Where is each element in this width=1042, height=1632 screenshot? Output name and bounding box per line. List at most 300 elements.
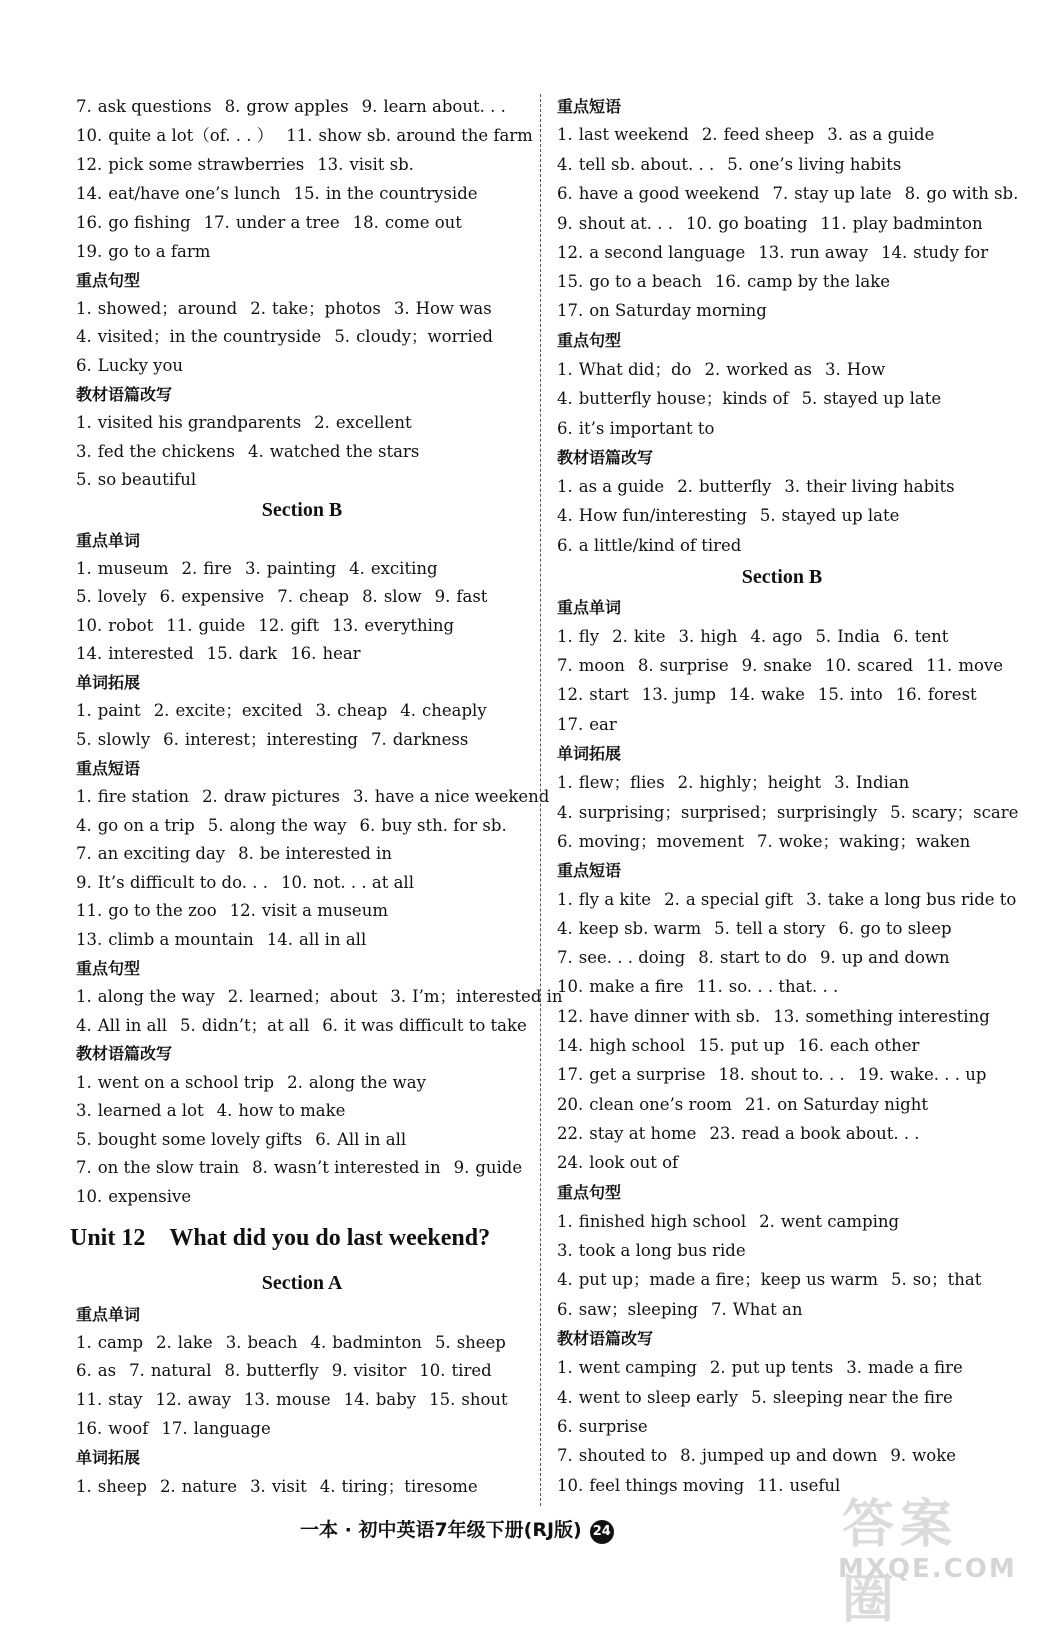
answer-row [557,918,965,940]
answer-row [76,586,500,608]
answer-item [815,627,880,646]
answer-row [557,889,1029,911]
answer-item [294,184,478,203]
answer-row [557,388,954,410]
item-answer: ear [589,715,617,734]
answer-item [156,1390,231,1409]
item-answer: lovely [97,587,147,606]
answer-item [258,616,319,635]
answer-row [557,1094,941,1116]
item-number: 17. [557,1065,584,1084]
answer-item [557,1212,746,1231]
item-number: 4. [750,627,767,646]
item-number: 5. [890,803,906,822]
item-answer: stay up late [794,184,892,203]
item-number: 10. [280,873,308,892]
item-number: 12. [557,243,584,262]
item-number: 2. [612,627,628,646]
item-answer: go fishing [108,213,191,232]
item-answer: woke [912,1446,956,1465]
item-number: 2. [227,987,244,1006]
item-number: 16. [714,272,742,291]
item-answer: fly [578,627,600,646]
answer-item [76,1158,239,1177]
item-number: 5. [334,327,351,346]
item-number: 7. [370,730,387,749]
item-number: 12. [76,155,103,174]
item-answer: high [700,627,738,646]
item-number: 5. [76,1130,92,1149]
answer-row [557,831,983,853]
item-number: 2. [250,299,266,318]
item-number: 1. [76,413,92,432]
answer-item [718,1065,844,1084]
item-number: 19. [857,1065,885,1084]
answer-item [419,1361,491,1380]
answer-item [76,184,281,203]
answer-item [905,184,1019,203]
answer-row [76,412,425,434]
item-answer: not. . . at all [313,873,414,892]
item-number: 17. [161,1419,188,1438]
item-answer: climb a mountain [108,930,254,949]
answer-item [290,644,360,663]
item-answer: take a long bus ride to [827,890,1017,909]
answer-row [76,441,432,463]
item-answer: tell sb. about. . . [578,155,715,174]
item-number: 12. [258,616,285,635]
item-answer: wasn’t interested in [273,1158,441,1177]
answer-item [349,559,437,578]
answer-row [557,242,1001,264]
answer-item [881,243,988,262]
item-number: 5. [727,155,744,174]
item-number: 7. [129,1361,145,1380]
answer-item [557,301,767,320]
answer-row [557,535,754,557]
item-number: 12. [557,1007,584,1026]
item-answer: went on a school trip [97,1073,275,1092]
item-answer: kite [633,627,666,646]
answer-row [557,1211,912,1233]
item-number: 7. [756,832,773,851]
answer-item [557,1476,744,1495]
answer-row [76,1186,204,1208]
answer-item [557,1124,696,1143]
item-number: 1. [76,787,92,806]
item-number: 13. [243,1390,271,1409]
item-answer: wake [761,685,805,704]
item-number: 6. [359,816,376,835]
item-answer: on Saturday night [777,1095,928,1114]
item-number: 4. [310,1333,327,1352]
answer-row [76,355,196,377]
answer-item [557,389,789,408]
answer-item [76,873,268,892]
answer-item [638,656,729,675]
item-number: 13. [76,930,103,949]
item-number: 12. [155,1390,182,1409]
answer-row [557,1445,969,1467]
item-number: 4. [557,389,573,408]
item-answer: quite a lot（of. . . ） [108,126,274,145]
item-answer: stayed up late [823,389,942,408]
item-number: 3. [390,987,407,1006]
item-number: 2. [181,559,198,578]
item-number: 4. [557,1388,573,1407]
item-answer: interest；interesting [184,730,358,749]
answer-item [759,1212,899,1231]
item-answer: go on a trip [97,816,195,835]
answer-item [353,787,549,806]
item-answer: make a fire [589,977,684,996]
item-answer: baby [375,1390,417,1409]
item-number: 8. [238,844,254,863]
item-answer: so beautiful [97,470,197,489]
answer-row [557,124,947,146]
item-number: 5. [76,587,92,606]
item-number: 8. [252,1158,268,1177]
answer-row [557,1475,853,1497]
answer-row [557,1240,759,1262]
answer-item [161,1419,270,1438]
item-answer: have dinner with sb. [589,1007,761,1026]
answer-item [390,987,562,1006]
item-number: 13. [773,1007,800,1026]
item-number: 3. [352,787,369,806]
answer-item [698,1036,785,1055]
answer-item [890,1446,956,1465]
item-number: 4. [349,559,365,578]
item-number: 12. [557,685,584,704]
item-answer: watched the stars [269,442,420,461]
answer-item [704,360,812,379]
item-answer: put up [730,1036,785,1055]
item-number: 10. [419,1361,446,1380]
answer-item [315,1130,406,1149]
item-number: 13. [317,155,344,174]
answer-row [557,505,912,527]
item-answer: excite；excited [175,701,303,720]
answer-item [729,685,805,704]
item-answer: shouted to [578,1446,668,1465]
item-answer: It’s difficult to do. . . [97,873,268,892]
answer-row [557,1387,966,1409]
section-heading: Section B [741,566,823,588]
item-number: 9. [819,948,836,967]
item-answer: fire station [97,787,190,806]
answer-item [677,477,771,496]
item-answer: go boating [718,214,808,233]
category-label: 重点单词 [557,598,622,617]
item-number: 1. [76,299,92,318]
answer-item [429,1390,508,1409]
answer-item [245,559,336,578]
item-answer: high school [589,1036,686,1055]
answer-item [76,97,212,116]
answer-row [76,729,481,751]
category-label: 重点短语 [557,97,622,116]
item-number: 4. [216,1101,233,1120]
answer-item [896,685,977,704]
item-answer: go to a beach [589,272,702,291]
category-label: 重点句型 [76,959,141,978]
item-answer: into [850,685,883,704]
item-answer: exciting [370,559,438,578]
answer-item [238,844,392,863]
item-answer: as a guide [578,477,665,496]
item-answer: visited his grandparents [97,413,302,432]
category-label: 教材语篇改写 [76,1044,173,1063]
category-label: 重点句型 [557,1183,622,1202]
item-answer: fire [203,559,232,578]
answer-item [557,803,877,822]
answer-row [557,183,1031,205]
item-answer: I’m；interested in [412,987,563,1006]
answer-item [710,1358,833,1377]
item-number: 8. [637,656,654,675]
item-answer: woof [108,1419,149,1438]
item-answer: beach [247,1333,298,1352]
item-number: 3. [846,1358,863,1377]
item-number: 4. [76,816,92,835]
item-answer: scary；scare [911,803,1019,822]
item-number: 1. [76,1477,92,1496]
item-number: 6. [557,832,573,851]
item-answer: a little/kind of tired [578,536,742,555]
item-answer: cloudy；worried [356,327,493,346]
answer-item [557,773,665,792]
item-number: 14. [76,644,103,663]
item-number: 8. [362,587,378,606]
answer-item [362,97,506,116]
item-answer: tiring；tiresome [341,1477,478,1496]
answer-item [202,787,340,806]
item-answer: run away [790,243,869,262]
answer-item [230,901,388,920]
answer-row [557,1035,932,1057]
item-answer: made a fire [868,1358,963,1377]
answer-row [76,1332,519,1354]
item-answer: took a long bus ride [578,1241,746,1260]
answer-item [76,844,225,863]
item-number: 7. [710,1300,727,1319]
answer-item [76,1101,204,1120]
item-answer: worked as [726,360,813,379]
item-number: 3. [784,477,801,496]
answer-item [394,299,492,318]
item-number: 5. [815,627,832,646]
item-number: 15. [817,685,845,704]
answer-row [557,947,963,969]
item-answer: India [837,627,881,646]
answer-row [76,1100,358,1122]
item-number: 4. [557,803,573,822]
answer-item [250,299,381,318]
item-answer: away [187,1390,231,1409]
item-answer: one’s living habits [749,155,902,174]
answer-row [557,626,961,648]
item-number: 7. [557,656,573,675]
answer-item [784,477,954,496]
item-answer: Lucky you [97,356,184,375]
item-answer: interested [108,644,194,663]
answer-row [76,298,505,320]
answer-item [827,125,934,144]
item-answer: ago [772,627,803,646]
item-number: 7. [76,844,92,863]
item-answer: visit [271,1477,307,1496]
item-answer: forest [927,685,977,704]
item-number: 6. [838,919,855,938]
item-number: 11. [166,616,193,635]
answer-row [557,802,1031,824]
item-number: 12. [229,901,256,920]
item-number: 11. [696,977,723,996]
answer-item [76,616,153,635]
item-number: 3. [678,627,695,646]
answer-item [208,816,347,835]
item-number: 10. [557,977,584,996]
watermark-site: MXQE.COM [838,1554,1017,1584]
answer-item [820,948,950,967]
answer-item [353,213,462,232]
item-number: 11. [757,1476,784,1495]
answer-item [557,419,714,438]
section-heading: Section A [261,1272,343,1294]
answer-row [76,900,401,922]
answer-item [76,1073,274,1092]
answer-item [182,559,232,578]
item-number: 19. [76,242,103,261]
answer-item [772,184,891,203]
answer-item [344,1390,417,1409]
item-answer: jump [673,685,716,704]
answer-item [314,413,411,432]
item-answer: pick some strawberries [108,155,305,174]
item-answer: showed；around [97,299,238,318]
answer-row [76,183,491,205]
item-answer: surprise [659,656,729,675]
answer-row [557,213,996,235]
answer-row [557,154,914,176]
item-answer: learned a lot [97,1101,204,1120]
item-number: 1. [76,987,92,1006]
item-number: 9. [76,873,92,892]
item-number: 13. [332,616,359,635]
answer-item [204,213,340,232]
answer-item [76,901,217,920]
answer-item [846,1358,963,1377]
item-number: 2. [709,1358,726,1377]
answer-item [820,214,982,233]
answer-item [76,299,237,318]
answer-item [757,832,970,851]
answer-item [711,1300,803,1319]
item-answer: clean one’s room [589,1095,732,1114]
answer-item [818,685,883,704]
answer-item [557,1358,697,1377]
item-number: 17. [557,715,584,734]
item-number: 5. [751,1388,767,1407]
answer-item [557,1036,685,1055]
item-answer: How was [415,299,492,318]
answer-item [332,1361,407,1380]
item-number: 4. [557,919,573,938]
answer-item [557,360,691,379]
item-number: 4. [319,1477,336,1496]
answer-item [454,1158,523,1177]
item-number: 5. [890,1270,907,1289]
item-answer: slowly [97,730,151,749]
answer-item [825,656,913,675]
answer-item [557,1095,732,1114]
answer-row [557,476,968,498]
answer-item [798,1036,920,1055]
answer-row [76,786,562,808]
answer-row [76,643,374,665]
answer-row [557,1064,999,1086]
answer-item [727,155,901,174]
answer-item [166,616,245,635]
answer-item [248,442,419,461]
item-number: 11. [76,901,103,920]
item-answer: moon [578,656,625,675]
watermark [832,1478,1017,1630]
item-number: 1. [557,477,573,496]
answer-item [557,1300,698,1319]
item-answer: shout at. . . [578,214,673,233]
item-answer: an exciting day [97,844,226,863]
answer-item [76,442,235,461]
item-answer: study for [913,243,989,262]
answer-row [76,615,467,637]
item-answer: have a good weekend [578,184,760,203]
item-number: 2. [314,413,330,432]
item-number: 2. [677,773,694,792]
item-number: 9. [361,97,378,116]
item-answer: guide [198,616,246,635]
item-number: 14. [881,243,908,262]
item-answer: snake [763,656,813,675]
item-number: 6. [315,1130,331,1149]
answer-item [698,948,807,967]
item-number: 2. [759,1212,775,1231]
answer-item [129,1361,211,1380]
answer-item [156,1333,213,1352]
item-number: 18. [352,213,379,232]
item-number: 6. [557,1417,573,1436]
item-number: 1. [557,890,573,909]
answer-row [76,212,475,234]
answer-row [76,154,427,176]
item-answer: all in all [299,930,367,949]
item-number: 2. [156,1333,172,1352]
item-number: 5. [434,1333,451,1352]
item-answer: expensive [108,1187,192,1206]
answer-item [287,1073,426,1092]
item-answer: show sb. around the farm [318,126,533,145]
answer-item [557,506,747,525]
category-label: 重点短语 [76,759,141,778]
answer-item [664,890,793,909]
answer-item [76,987,215,1006]
answer-row [76,1015,540,1037]
item-answer: moving；movement [578,832,744,851]
answer-item [557,1446,667,1465]
item-answer: it’s important to [578,419,715,438]
answer-item [702,125,814,144]
